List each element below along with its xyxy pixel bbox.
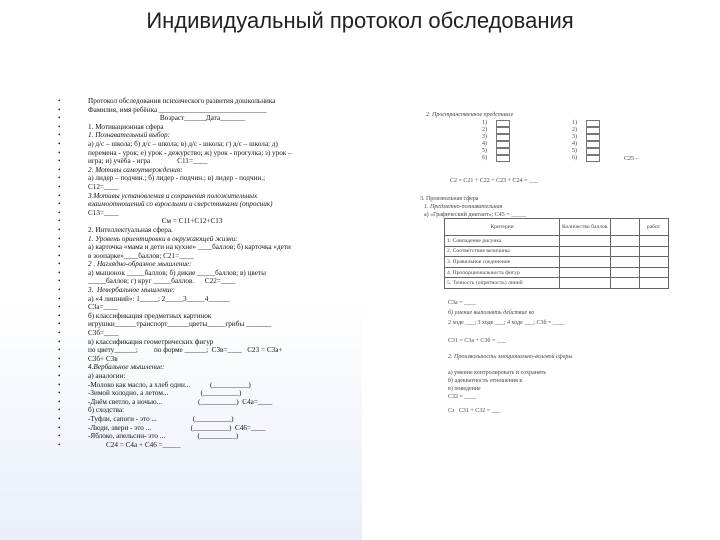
scan-blank-box bbox=[586, 155, 600, 162]
protocol-line: • перемена - урок; е) урок - дежурство; ж) урок - прогулка; з) урок – bbox=[58, 149, 358, 158]
table-cell: 3. Правильное соединение bbox=[445, 257, 560, 268]
scan-line: а) «Графический диктант»; С45 = _____ bbox=[424, 212, 527, 218]
protocol-line: • 1. Познавательный выбор: bbox=[58, 131, 358, 140]
protocol-line: • -Зимой холодно, а летом... (__________) bbox=[58, 389, 358, 398]
protocol-line: • а) «4 лишний»: 1_____; 2_____3_____4______ bbox=[58, 295, 358, 304]
protocol-line: • _____баллов; г) круг _____баллов. С22=____ bbox=[58, 277, 358, 286]
protocol-line: • 2 . Наглядно-образное мышление: bbox=[58, 260, 358, 269]
table-cell bbox=[610, 246, 639, 257]
scan-line: 2 ходе ___; 3 ходе ___; 4 ходе ___; С3б = ____ bbox=[448, 320, 565, 326]
scan-grid-item: 5) bbox=[482, 148, 487, 154]
scan-grid-item: 4) bbox=[482, 141, 487, 147]
scan-line: б) адекватность отношения к bbox=[448, 378, 523, 384]
scan-blank-box bbox=[586, 120, 600, 127]
criteria-table bbox=[444, 218, 669, 289]
scan-line: С25 – bbox=[624, 156, 639, 162]
table-header-cell: работ bbox=[639, 219, 668, 236]
scan-grid-item: 1) bbox=[572, 120, 577, 126]
scan-line: С31 = С3а + С3б = ___ bbox=[448, 338, 506, 344]
scan-grid-item: 1) bbox=[482, 120, 487, 126]
table-cell bbox=[610, 257, 639, 268]
protocol-line: • б) классификация предметных картинок bbox=[58, 312, 358, 321]
table-row bbox=[445, 257, 669, 268]
table-header-cell: Критерии bbox=[445, 219, 560, 236]
protocol-list bbox=[58, 97, 358, 449]
page-title: Индивидуальный протокол обследования bbox=[146, 8, 574, 33]
protocol-line: • С12=____ bbox=[58, 183, 358, 192]
protocol-line: • 3. Невербальное мышление: bbox=[58, 286, 358, 295]
scan-grid-item: 3) bbox=[572, 134, 577, 140]
protocol-line: • См = С11+С12+С13 bbox=[58, 217, 358, 226]
scan-line: Сз С31 + С32 = ___ bbox=[448, 408, 501, 414]
scan-grid-item: 6) bbox=[482, 155, 487, 161]
protocol-line: • С3б+ С3в bbox=[58, 355, 358, 364]
protocol-line: • -Молоко как масло, а хлеб один... (__________) bbox=[58, 381, 358, 390]
protocol-line: • 3.Мотивы установления и сохранения положительных bbox=[58, 192, 358, 201]
scan-line: а) умение контролировать и сохранять bbox=[448, 370, 547, 376]
protocol-line: • С13=____ bbox=[58, 209, 358, 218]
protocol-line: • 2. Мотивы самоутверждения: bbox=[58, 166, 358, 175]
scan-line: С2 = С21 + С22 + С23 + С24 = ___ bbox=[450, 178, 538, 184]
protocol-line: • по цвету______; по форме ______; С3в=____ С23 = С3а+ bbox=[58, 346, 358, 355]
scan-grid-item: 2) bbox=[482, 127, 487, 133]
scan-line: С3а = ____ bbox=[448, 300, 477, 306]
table-cell bbox=[560, 278, 611, 289]
scan-line: 1. Предметно-познавательная bbox=[424, 204, 503, 210]
protocol-line: • взаимоотношений со взрослыми и сверстниками (опросник) bbox=[58, 200, 358, 209]
protocol-line: • Протокол обследования психического развития дошкольника bbox=[58, 97, 358, 106]
protocol-line: • игра; и) учёба - игра С11=____ bbox=[58, 157, 358, 166]
table-cell: 4. Пропорциональность фигур bbox=[445, 267, 560, 278]
table-cell bbox=[639, 246, 668, 257]
scanned-protocol-page bbox=[362, 78, 720, 540]
protocol-line: • б) сходства: bbox=[58, 406, 358, 415]
table-cell bbox=[560, 236, 611, 247]
table-cell: 5. Точность (опрятность) линий bbox=[445, 278, 560, 289]
scan-blank-box bbox=[586, 127, 600, 134]
protocol-line: • в зоопарке»____баллов; С21=____ bbox=[58, 252, 358, 261]
table-header-row bbox=[445, 219, 669, 236]
table-cell bbox=[610, 267, 639, 278]
protocol-line: • 1. Мотивационная сфера bbox=[58, 123, 358, 132]
protocol-line: • а) аналогии: bbox=[58, 372, 358, 381]
table-cell bbox=[560, 267, 611, 278]
table-cell bbox=[610, 236, 639, 247]
scan-blank-box bbox=[496, 141, 510, 148]
table-cell bbox=[560, 257, 611, 268]
protocol-line: • -Днём светло, а ночью... (__________) С4а=____ bbox=[58, 398, 358, 407]
scan-grid-item: 5) bbox=[572, 148, 577, 154]
scan-grid-item: 6) bbox=[572, 155, 577, 161]
table-row bbox=[445, 246, 669, 257]
protocol-line: • -Яблоко, апельсин- это ... (__________) bbox=[58, 432, 358, 441]
table-cell: 1. Совпадение рисунка bbox=[445, 236, 560, 247]
table-cell bbox=[639, 257, 668, 268]
scan-line: б) умение выполнять действие ко bbox=[448, 310, 535, 316]
protocol-line: • -Туфли, сапоги - это ... (__________) bbox=[58, 415, 358, 424]
protocol-line: • а) мышонок _____баллов; б) дикие _____баллов; в) цветы bbox=[58, 269, 358, 278]
scan-grid-item: 4) bbox=[572, 141, 577, 147]
scan-line: С32 = ____ bbox=[448, 394, 477, 400]
protocol-line: • а) карточка «мама и дети на кухне» ____баллов; б) карточка «дети bbox=[58, 243, 358, 252]
scan-blank-box bbox=[496, 127, 510, 134]
protocol-line: • а) лидер – подчин.; б) лидер - подчин.; в) лидер - подчин.; bbox=[58, 174, 358, 183]
table-row bbox=[445, 267, 669, 278]
scan-grid-item: 2) bbox=[572, 127, 577, 133]
table-row bbox=[445, 278, 669, 289]
table-header-cell bbox=[610, 219, 639, 236]
scan-blank-box bbox=[496, 134, 510, 141]
protocol-line: • С3а=____ bbox=[58, 303, 358, 312]
protocol-line: • Возраст______Дата_______ bbox=[58, 114, 358, 123]
protocol-line: • в) классификация геометрических фигур bbox=[58, 338, 358, 347]
scan-line: 3. Произвольная сфера bbox=[420, 196, 479, 202]
protocol-line: • Фамилия, имя ребёнка ______________________________ bbox=[58, 106, 358, 115]
scan-blank-box bbox=[586, 148, 600, 155]
protocol-line: • С3б=____ bbox=[58, 329, 358, 338]
protocol-line: • 4.Вербальное мышление: bbox=[58, 363, 358, 372]
scan-blank-box bbox=[496, 155, 510, 162]
scan-blank-box bbox=[586, 141, 600, 148]
scan-line: 2. Пространственное представле bbox=[426, 112, 514, 118]
table-cell bbox=[610, 278, 639, 289]
table-cell bbox=[639, 278, 668, 289]
table-header-cell: Количество баллов bbox=[560, 219, 611, 236]
table-cell bbox=[639, 267, 668, 278]
protocol-line: • игрушки______транспорт______цветы_____грибы _______ bbox=[58, 320, 358, 329]
protocol-line: • 2. Интеллектуальная сфера. bbox=[58, 226, 358, 235]
protocol-line: • а) д/с – школа; б) д/с – школа; в) д/с - школа; г) д/с – школа; д) bbox=[58, 140, 358, 149]
protocol-line: • -Люди, звери - это ... (__________) С46=____ bbox=[58, 424, 358, 433]
scan-line: в) поведение bbox=[448, 386, 481, 392]
table-cell bbox=[639, 236, 668, 247]
scan-blank-box bbox=[586, 134, 600, 141]
scan-line: 2. Произвольность эмоционально-волевой сферы bbox=[448, 354, 573, 360]
protocol-line: • С24 = С4а + С46 =_____ bbox=[58, 441, 358, 450]
table-row bbox=[445, 236, 669, 247]
table-cell bbox=[560, 246, 611, 257]
scan-blank-box bbox=[496, 148, 510, 155]
table-cell: 2. Соответствие величины bbox=[445, 246, 560, 257]
scan-blank-box bbox=[496, 120, 510, 127]
protocol-line: • 1. Уровень ориентировки в окружающей жизни: bbox=[58, 235, 358, 244]
scan-grid-item: 3) bbox=[482, 134, 487, 140]
